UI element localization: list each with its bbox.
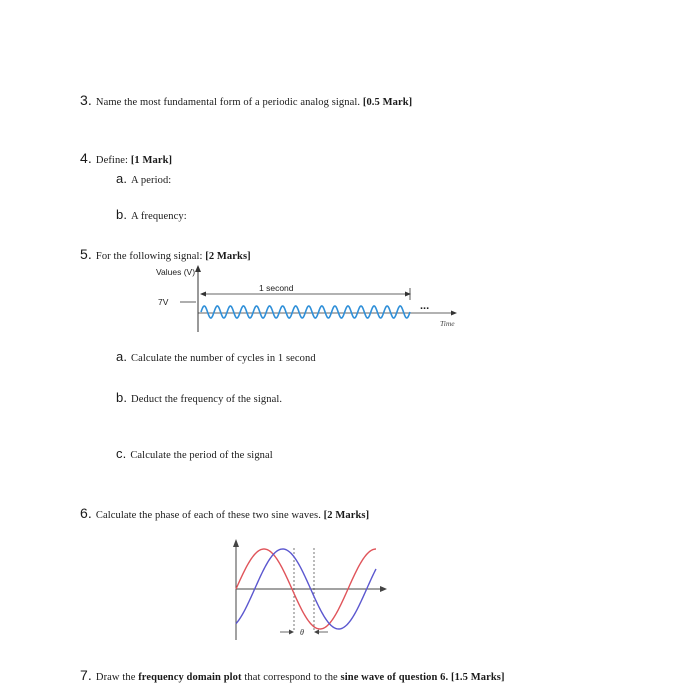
question-3 — [80, 92, 412, 108]
sub-label: a. — [116, 171, 128, 186]
blue-sine-wave — [236, 549, 376, 629]
question-text: Calculate the phase of each of these two sine waves. — [95, 510, 324, 521]
question-text: that correspond to the — [241, 672, 341, 683]
sub-text: A frequency: — [131, 211, 187, 222]
question-6 — [80, 505, 369, 521]
span-label: 1 second — [259, 283, 294, 293]
theta-arrowhead-left — [289, 630, 294, 635]
sub-label: c. — [116, 446, 127, 461]
sub-label: b. — [116, 207, 128, 222]
theta-label: θ — [300, 628, 304, 637]
marks: [1.5 Marks] — [448, 672, 505, 683]
ellipsis: ... — [420, 300, 430, 312]
question-emphasis: frequency domain plot — [138, 672, 242, 683]
y-axis-label: Values (V) — [156, 267, 196, 277]
sub-label: b. — [116, 390, 128, 405]
span-arrow-left — [200, 292, 206, 297]
question-number: 3. — [80, 92, 92, 108]
amplitude-label: 7V — [158, 297, 169, 307]
question-4 — [80, 150, 172, 166]
sub-text: Calculate the period of the signal — [130, 450, 273, 461]
sub-label: a. — [116, 349, 128, 364]
sub-text: Deduct the frequency of the signal. — [131, 394, 283, 405]
marks: [1 Mark] — [130, 155, 173, 166]
question-emphasis: sine wave of question 6. — [340, 672, 449, 683]
question-text: Draw the — [95, 672, 139, 683]
question-5c — [116, 446, 273, 461]
marks: [0.5 Mark] — [362, 97, 413, 108]
sub-text: Calculate the number of cycles in 1 second — [131, 353, 316, 364]
question-text: Name the most fundamental form of a periodic analog signal. — [95, 97, 363, 108]
marks: [2 Marks] — [323, 510, 370, 521]
question-text: For the following signal: — [95, 251, 206, 262]
signal-wave — [201, 306, 410, 318]
y-axis-arrow — [195, 265, 201, 272]
theta-arrowhead-right — [314, 630, 319, 635]
red-sine-wave — [236, 549, 376, 629]
question-text: Define: — [95, 155, 131, 166]
question-5 — [80, 246, 251, 262]
question-5b — [116, 390, 282, 405]
question-number: 4. — [80, 150, 92, 166]
marks: [2 Marks] — [205, 251, 251, 262]
question-number: 7. — [80, 667, 92, 683]
question-4b — [116, 207, 187, 222]
x-axis-label: Time — [440, 319, 455, 328]
y-axis-arrow — [233, 539, 239, 547]
question-4a — [116, 171, 171, 186]
question-number: 6. — [80, 505, 92, 521]
span-arrow-right — [405, 292, 411, 297]
x-axis-arrow — [451, 311, 457, 316]
question-5a — [116, 349, 316, 364]
sub-text: A period: — [131, 175, 172, 186]
x-axis-arrow — [380, 586, 387, 592]
question-number: 5. — [80, 246, 92, 262]
question-7 — [80, 667, 505, 683]
